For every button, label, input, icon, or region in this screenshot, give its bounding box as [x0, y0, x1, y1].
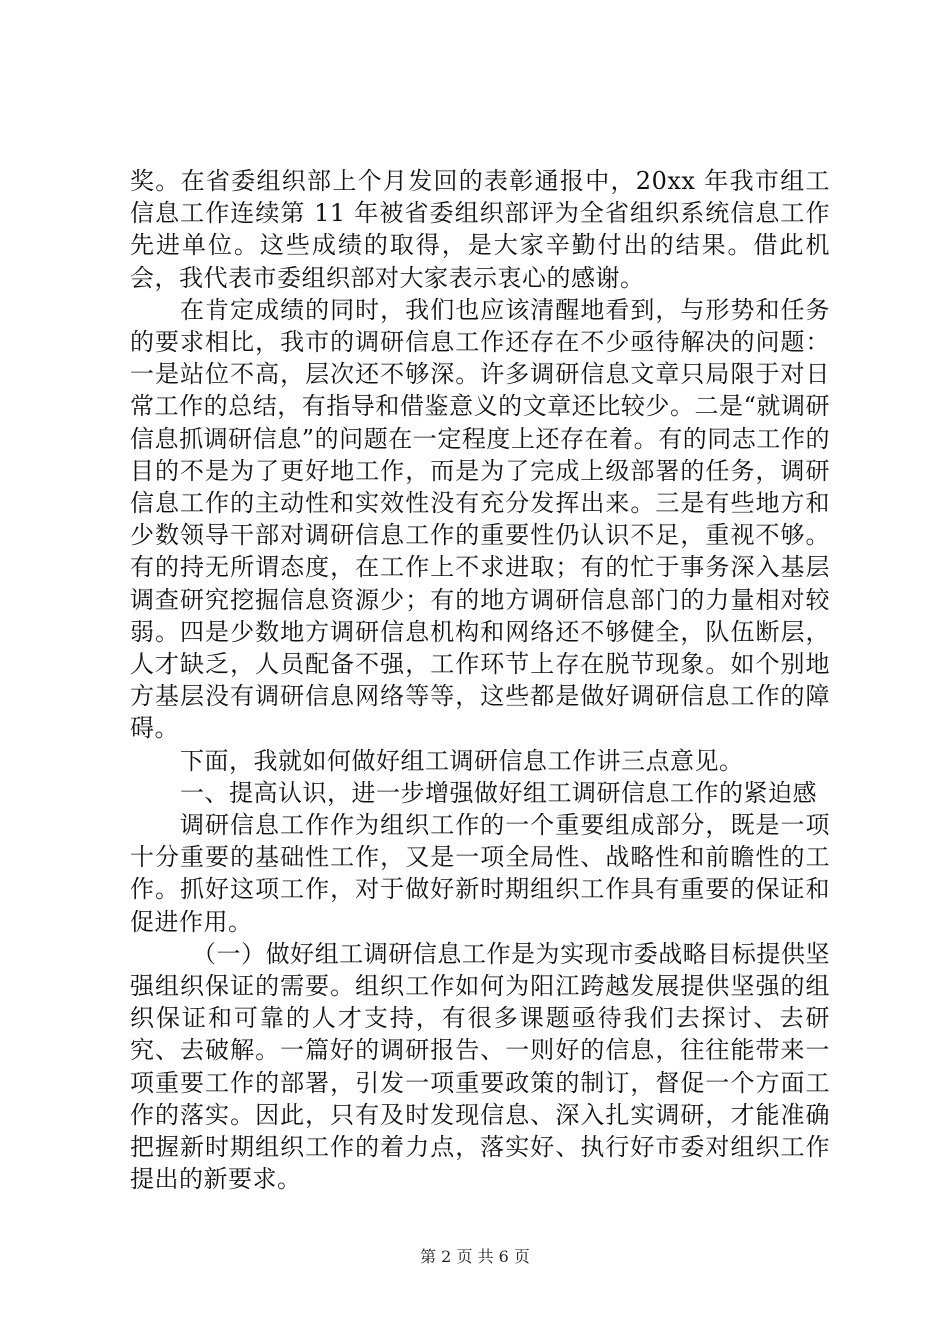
paragraph-subsection-1: （一）做好组工调研信息工作是为实现市委战略目标提供坚强组织保证的需要。组织工作如何为阳江跨越发展提供坚强的组织保证和可靠的人才支持，有很多课题亟待我们去探讨、去研究、去破解。一篇好的调研报告、一则好的信息，往往能带来一项重要工作的部署，引发一项重要政策的制订，督促一个方面工作的落实。因此，只有及时发现信息、深入扎实调研，才能准确把握新时期组织工作的着力点，落实好、执行好市委对组织工作提出的新要求。: [130, 939, 830, 1194]
page-footer: 第 2 页 共 6 页: [420, 1247, 530, 1266]
document-body: [130, 165, 830, 1196]
paragraph-intro-opinions: 下面，我就如何做好组工调研信息工作讲三点意见。: [180, 746, 744, 775]
section-heading-1: 一、提高认识，进一步增强做好组工调研信息工作的紧迫感: [180, 778, 817, 807]
paragraph-importance: 调研信息工作作为组织工作的一个重要组成部分，既是一项十分重要的基础性工作，又是一项全局性、战略性和前瞻性的工作。抓好这项工作，对于做好新时期组织工作具有重要的保证和促进作用。: [130, 811, 830, 936]
paragraph-continuation: 奖。在省委组织部上个月发回的表彰通报中，20xx 年我市组工信息工作连续第 11 年被省委组织部评为全省组织系统信息工作先进单位。这些成绩的取得，是大家辛勤付出的结果。借此机会，我代表市委组织部对大家表示衷心的感谢。: [130, 167, 830, 292]
paragraph-problems: 在肯定成绩的同时，我们也应该清醒地看到，与形势和任务的要求相比，我市的调研信息工作还存在不少亟待解决的问题：一是站位不高，层次还不够深。许多调研信息文章只局限于对日常工作的总结，有指导和借鉴意义的文章还比较少。二是“就调研信息抓调研信息”的问题在一定程度上还存在着。有的同志工作的目的不是为了更好地工作，而是为了完成上级部署的任务，调研信息工作的主动性和实效性没有充分发挥出来。三是有些地方和少数领导干部对调研信息工作的重要性仍认识不足，重视不够。有的持无所谓态度，在工作上不求进取；有的忙于事务深入基层调查研究挖掘信息资源少；有的地方调研信息部门的力量相对较弱。四是少数地方调研信息机构和网络还不够健全，队伍断层，人才缺乏，人员配备不强，工作环节上存在脱节现象。如个别地方基层没有调研信息网络等等，这些都是做好调研信息工作的障碍。: [130, 295, 830, 743]
